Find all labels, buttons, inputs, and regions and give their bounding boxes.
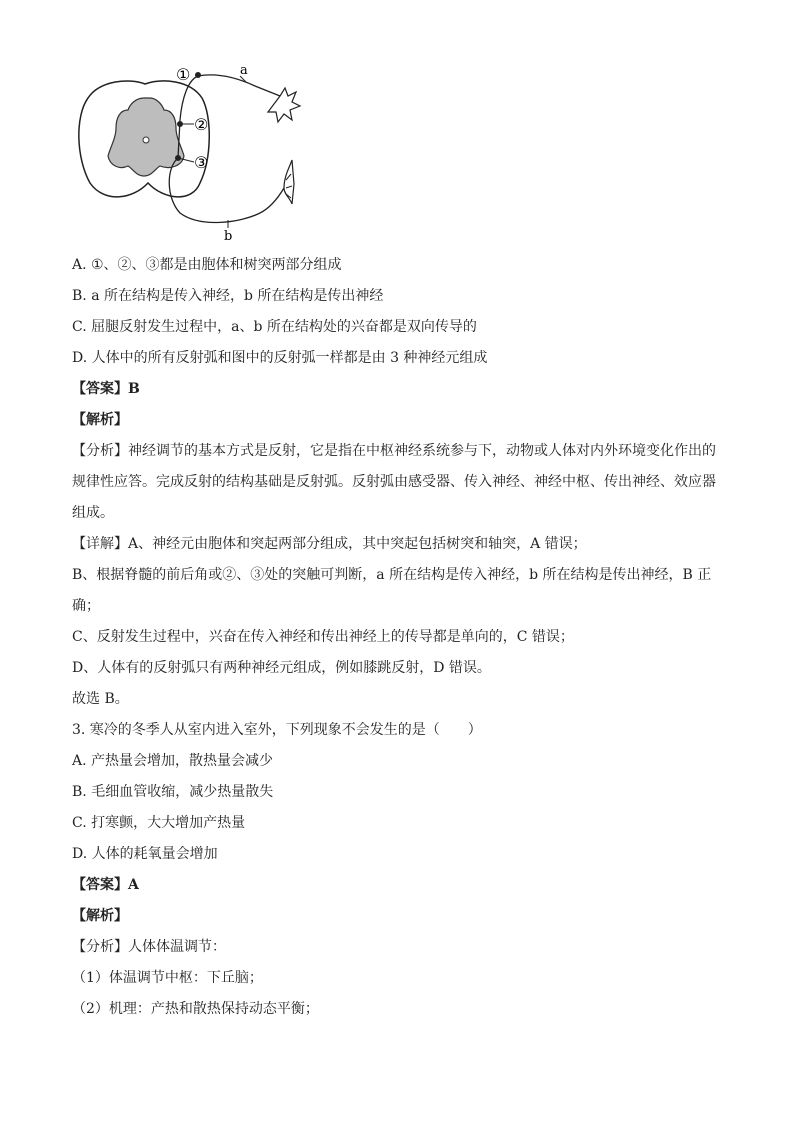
q3-option-a: A. 产热量会增加，散热量会减少: [72, 753, 274, 769]
q2-answer: 【答案】B: [72, 381, 140, 397]
q2-detail-b-2: 确；: [72, 598, 100, 614]
q3-point-1: （1）体温调节中枢：下丘脑；: [72, 970, 263, 986]
q2-analysis-title: 【解析】: [72, 412, 128, 428]
q2-detail-b-1: B、根据脊髓的前后角或②、③处的突触可判断，a 所在结构是传入神经，b 所在结构是传出神经，B 正: [72, 567, 712, 583]
label-a: a: [240, 63, 248, 78]
q2-conclusion: 故选 B。: [72, 691, 129, 707]
q2-analysis-line-1: 【分析】神经调节的基本方式是反射，它是指在中枢神经系统参与下，动物或人体对内外环境变化作出的: [72, 443, 716, 459]
afferent-cell-body: [195, 72, 201, 78]
q2-option-c: C. 屈腿反射发生过程中，a、b 所在结构处的兴奋都是双向传导的: [72, 319, 477, 335]
q3-answer: 【答案】A: [72, 877, 139, 893]
q3-point-2: （2）机理：产热和散热保持动态平衡；: [72, 1001, 319, 1017]
q2-detail-c: C、反射发生过程中，兴奋在传入神经和传出神经上的传导都是单向的，C 错误；: [72, 629, 574, 645]
q2-option-b: B. a 所在结构是传入神经，b 所在结构是传出神经: [72, 288, 384, 304]
efferent-nerve: [169, 158, 284, 222]
effector-lines: [286, 174, 292, 198]
q2-detail-a: 【详解】A、神经元由胞体和突起两部分组成，其中突起包括树突和轴突，A 错误；: [72, 536, 587, 552]
q3-option-d: D. 人体的耗氧量会增加: [72, 846, 218, 862]
q2-option-a: A. ①、②、③都是由胞体和树突两部分组成: [72, 257, 342, 273]
q2-analysis-line-3: 组成。: [72, 505, 114, 521]
label-3: ③: [194, 153, 209, 172]
reflex-arc-figure: [70, 58, 310, 248]
effector: [284, 160, 294, 204]
q3-option-c: C. 打寒颤，大大增加产热量: [72, 815, 246, 831]
central-canal: [143, 137, 149, 143]
q3-analysis-title: 【解析】: [72, 908, 128, 924]
q3-analysis-intro: 【分析】人体体温调节：: [72, 939, 226, 955]
q2-detail-d: D、人体有的反射弧只有两种神经元组成，例如膝跳反射，D 错误。: [72, 660, 491, 676]
q2-analysis-line-2: 规律性应答。完成反射的结构基础是反射弧。反射弧由感受器、传入神经、神经中枢、传出神经、效应器: [72, 474, 716, 490]
q3-option-b: B. 毛细血管收缩，减少热量散失: [72, 784, 274, 800]
label-2: ②: [194, 115, 209, 134]
q2-option-d: D. 人体中的所有反射弧和图中的反射弧一样都是由 3 种神经元组成: [72, 350, 488, 366]
label-b: b: [224, 229, 233, 244]
q3-stem: 3. 寒冷的冬季人从室内进入室外，下列现象不会发生的是（ ）: [72, 722, 482, 738]
afferent-nerve: [198, 75, 280, 96]
label-1: ①: [176, 65, 191, 84]
